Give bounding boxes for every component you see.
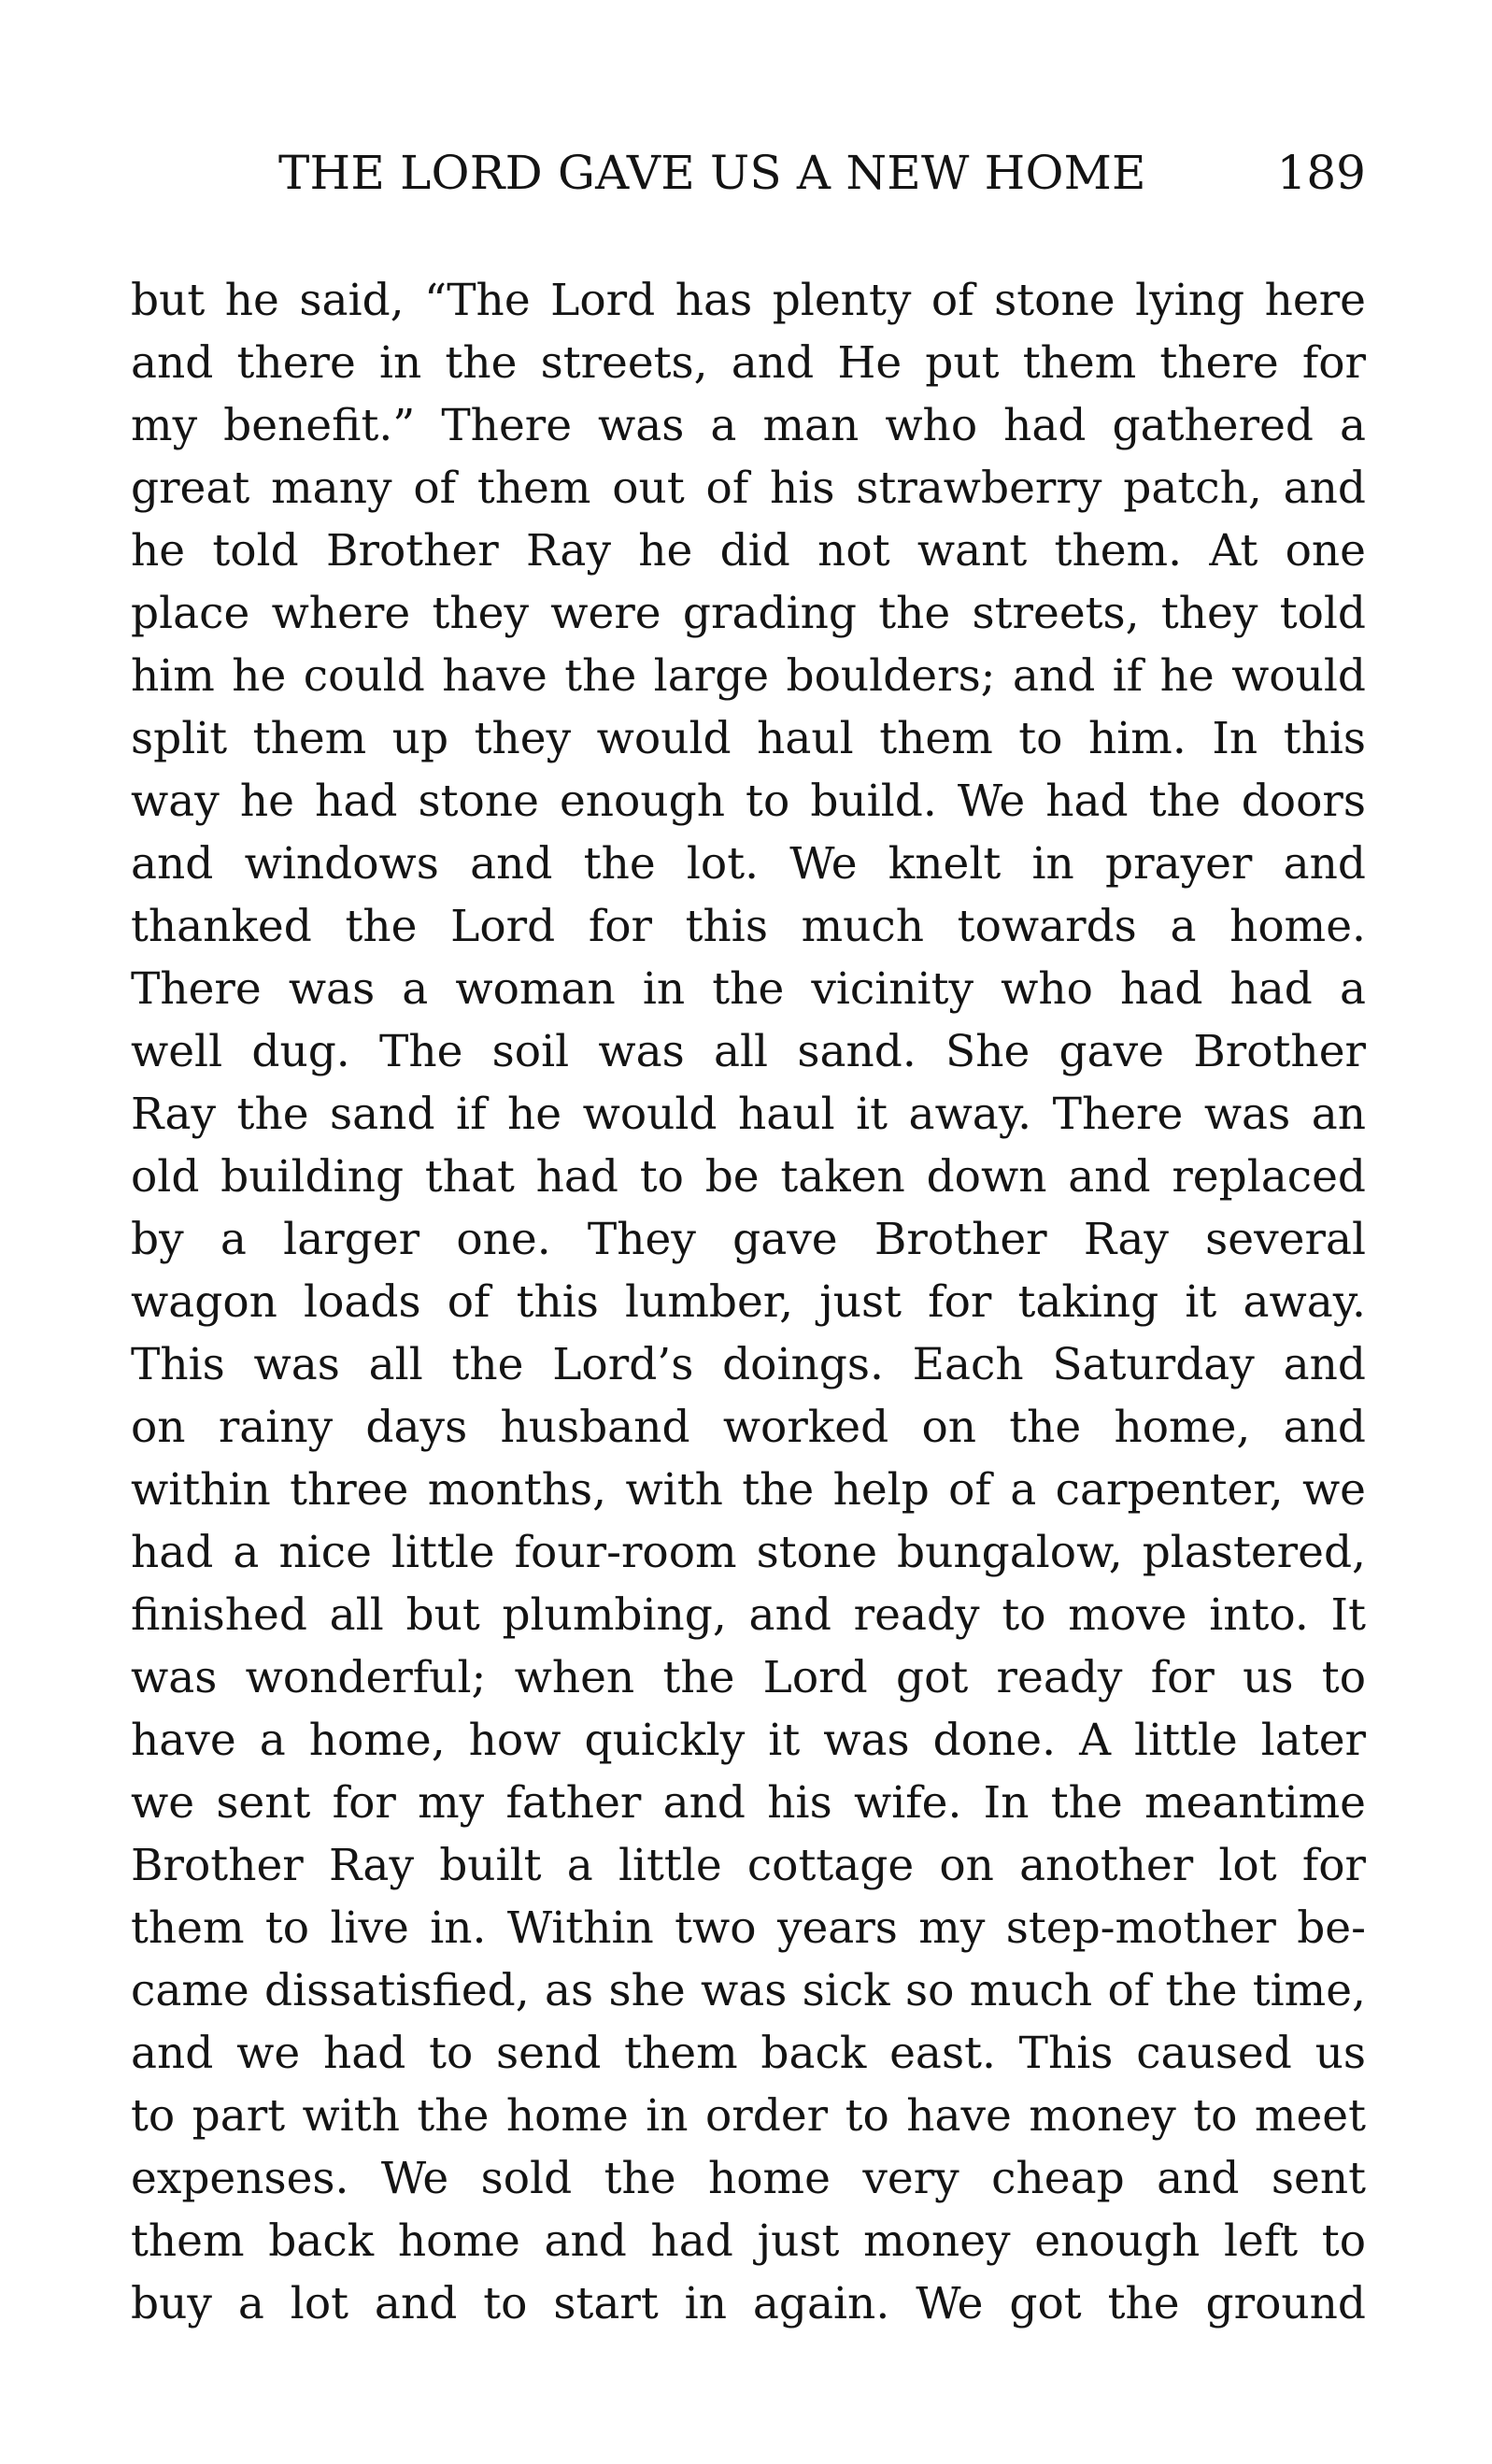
- page-number: 189: [1276, 146, 1366, 200]
- text-line: thanked the Lord for this much towards a home.: [131, 901, 1366, 952]
- text-line: was wonderful; when the Lord got ready for us to: [131, 1652, 1366, 1703]
- text-line: them to live in. Within two years my step-mother be-: [131, 1902, 1366, 1954]
- text-line: my benefit.” There was a man who had gathered a: [131, 400, 1366, 451]
- text-line: by a larger one. They gave Brother Ray several: [131, 1214, 1366, 1265]
- text-line: Brother Ray built a little cottage on another lot for: [131, 1840, 1366, 1891]
- chapter-title: THE LORD GAVE US A NEW HOME: [278, 146, 1146, 200]
- running-head: [131, 140, 1366, 206]
- text-line: well dug. The soil was all sand. She gave Brother: [131, 1026, 1366, 1077]
- text-line: This was all the Lord’s doings. Each Saturday and: [131, 1339, 1366, 1390]
- text-line: but he said, “The Lord has plenty of stone lying here: [131, 275, 1366, 326]
- text-line: way he had stone enough to build. We had the doors: [131, 776, 1366, 827]
- text-line: we sent for my father and his wife. In the meantime: [131, 1777, 1366, 1829]
- text-line: and there in the streets, and He put them there for: [131, 337, 1366, 389]
- text-line: finished all but plumbing, and ready to move into. It: [131, 1589, 1366, 1641]
- text-line: he told Brother Ray he did not want them. At one: [131, 525, 1366, 577]
- text-line: within three months, with the help of a carpenter, we: [131, 1464, 1366, 1516]
- text-line: on rainy days husband worked on the home, and: [131, 1402, 1366, 1453]
- body-text: [131, 269, 1366, 2335]
- text-line: buy a lot and to start in again. We got the ground: [131, 2278, 1366, 2329]
- text-line: and we had to send them back east. This caused us: [131, 2028, 1366, 2079]
- text-line: had a nice little four-room stone bungalow, plastered,: [131, 1527, 1366, 1578]
- text-line: and windows and the lot. We knelt in prayer and: [131, 838, 1366, 890]
- text-line: expenses. We sold the home very cheap and sent: [131, 2153, 1366, 2204]
- text-line: to part with the home in order to have money to meet: [131, 2090, 1366, 2142]
- text-line: wagon loads of this lumber, just for taking it away.: [131, 1276, 1366, 1328]
- text-line: split them up they would haul them to him. In this: [131, 713, 1366, 764]
- text-line: came dissatisfied, as she was sick so much of the time,: [131, 1965, 1366, 2016]
- text-line: Ray the sand if he would haul it away. There was an: [131, 1089, 1366, 1140]
- text-line: them back home and had just money enough left to: [131, 2215, 1366, 2267]
- text-line: old building that had to be taken down and replaced: [131, 1151, 1366, 1203]
- text-line: have a home, how quickly it was done. A little later: [131, 1715, 1366, 1766]
- text-line: great many of them out of his strawberry patch, and: [131, 463, 1366, 514]
- text-line: place where they were grading the streets, they told: [131, 588, 1366, 639]
- text-line: There was a woman in the vicinity who had had a: [131, 963, 1366, 1015]
- text-line: him he could have the large boulders; and if he would: [131, 650, 1366, 702]
